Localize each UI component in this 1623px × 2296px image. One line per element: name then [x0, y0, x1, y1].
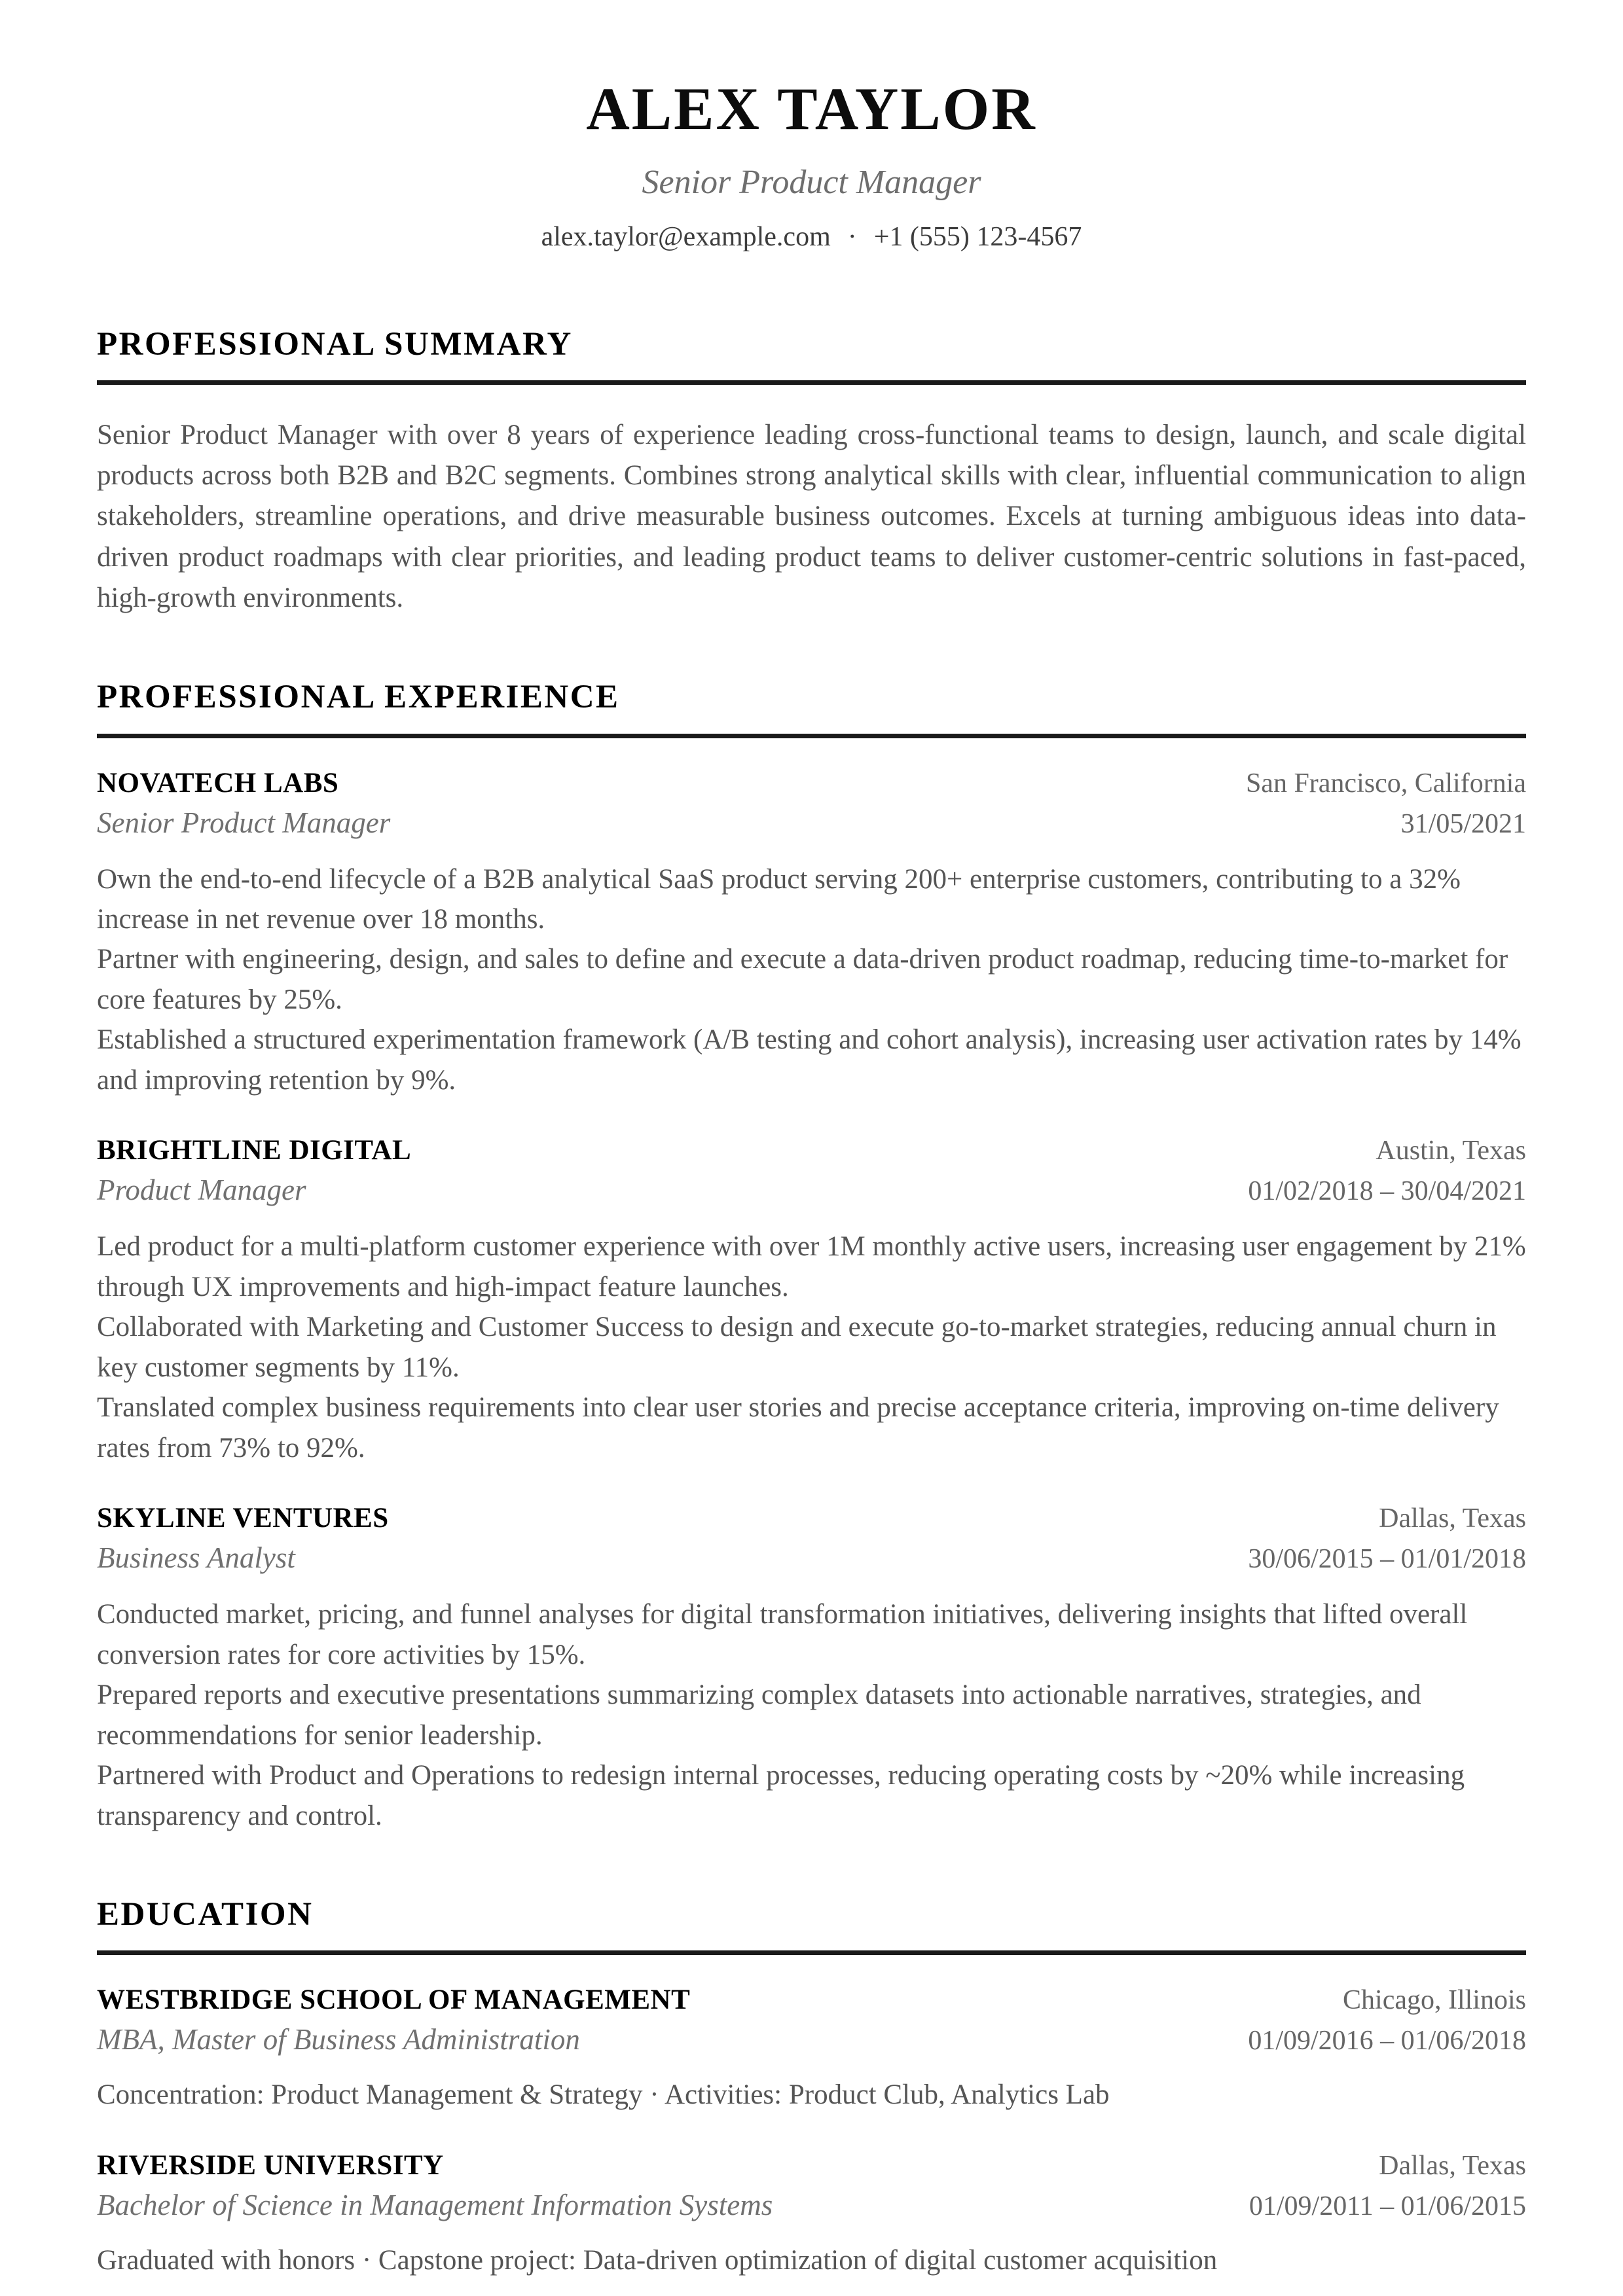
resume-header	[97, 77, 1526, 253]
section-rule	[97, 1950, 1526, 1955]
job-dates: 31/05/2021	[1400, 808, 1526, 839]
school-location: Chicago, Illinois	[1343, 1985, 1526, 2016]
summary-paragraph: Senior Product Manager with over 8 years of experience leading cross-functional teams to design, launch, and scale digital products across both B2B and B2C segments. Combines strong analytical skills with clear, influential communication to align stakeholders, streamline operations, and drive measurable business outcomes. Excels at turning ambiguous ideas into data-driven product roadmaps with clear priorities, and leading product teams to deliver customer-centric solutions in fast-paced, high-growth environments.	[97, 419, 1526, 614]
section-rule	[97, 734, 1526, 738]
degree-title: MBA, Master of Business Administration	[97, 2023, 580, 2056]
school-name: RIVERSIDE UNIVERSITY	[97, 2149, 444, 2181]
job-title: Business Analyst	[97, 1541, 295, 1575]
school-name: WESTBRIDGE SCHOOL OF MANAGEMENT	[97, 1984, 691, 2016]
achievement-paragraph: Established a structured experimentation framework (A/B testing and cohort analysis), increasing user activation rates by 14% and improving retention by 9%.	[97, 1024, 1522, 1096]
school-entry	[97, 2149, 1526, 2280]
school-degree-row	[97, 2188, 1526, 2222]
job-location: Austin, Texas	[1376, 1136, 1526, 1166]
job-dates: 01/02/2018 – 30/04/2021	[1248, 1176, 1526, 1207]
summary-heading: PROFESSIONAL SUMMARY	[97, 325, 573, 363]
achievement-paragraph: Partnered with Product and Operations to redesign internal processes, reducing operating costs by ~20% while increasing transparency and control.	[97, 1760, 1465, 1831]
job-header-row	[97, 1502, 1526, 1534]
school-degree-row	[97, 2022, 1526, 2056]
achievement-paragraph: Own the end-to-end lifecycle of a B2B analytical SaaS product serving 200+ enterprise customers, contributing to a 32% increase in net revenue over 18 months.	[97, 863, 1461, 935]
job-entry	[97, 1134, 1526, 1468]
contact-line	[97, 221, 1526, 253]
degree-title: Bachelor of Science in Management Information Systems	[97, 2188, 773, 2221]
phone-text: +1 (555) 123-4567	[873, 221, 1082, 252]
section-professional-summary	[97, 326, 1526, 619]
job-title-row	[97, 1173, 1526, 1207]
job-header-row	[97, 767, 1526, 799]
achievement-paragraph: Prepared reports and executive presentations summarizing complex datasets into actionable narratives, strategies, and recommendations for senior leadership.	[97, 1679, 1421, 1751]
email-text: alex.taylor@example.com	[541, 221, 831, 252]
job-achievements	[97, 1594, 1526, 1836]
job-title: Senior Product Manager	[97, 806, 391, 839]
education-heading: EDUCATION	[97, 1896, 314, 1933]
job-achievements	[97, 859, 1526, 1101]
section-education	[97, 1896, 1526, 2280]
education-detail: Graduated with honors · Capstone project: Data-driven optimization of digital customer acquisition	[97, 2244, 1218, 2276]
company-name: NOVATECH LABS	[97, 767, 339, 798]
achievement-paragraph: Partner with engineering, design, and sales to define and execute a data-driven product roadmap, reducing time-to-market for core features by 25%.	[97, 944, 1508, 1015]
company-name: BRIGHTLINE DIGITAL	[97, 1135, 412, 1166]
education-detail: Concentration: Product Management & Strategy · Activities: Product Club, Analytics Lab	[97, 2079, 1110, 2111]
experience-heading: PROFESSIONAL EXPERIENCE	[97, 679, 620, 716]
company-name: SKYLINE VENTURES	[97, 1503, 389, 1534]
school-dates: 01/09/2011 – 01/06/2015	[1249, 2191, 1526, 2221]
job-entry	[97, 1502, 1526, 1836]
school-header-row	[97, 1984, 1526, 2016]
achievement-paragraph: Conducted market, pricing, and funnel analyses for digital transformation initiatives, delivering insights that lifted overall conversion rates for core activities by 15%.	[97, 1599, 1468, 1670]
section-rule	[97, 380, 1526, 385]
school-location: Dallas, Texas	[1379, 2150, 1526, 2181]
job-location: San Francisco, California	[1245, 768, 1526, 798]
achievement-paragraph: Led product for a multi-platform customer experience with over 1M monthly active users, increasing user engagement by 21% through UX improvements and high-impact feature launches.	[97, 1231, 1526, 1302]
job-dates: 30/06/2015 – 01/01/2018	[1248, 1544, 1526, 1575]
job-header-row	[97, 1134, 1526, 1166]
school-entry	[97, 1984, 1526, 2115]
section-professional-experience	[97, 679, 1526, 1836]
job-title: Product Manager	[97, 1174, 306, 1207]
candidate-name: ALEX TAYLOR	[586, 75, 1037, 142]
candidate-title: Senior Product Manager	[642, 163, 981, 201]
school-dates: 01/09/2016 – 01/06/2018	[1248, 2026, 1526, 2056]
job-title-row	[97, 806, 1526, 840]
job-title-row	[97, 1541, 1526, 1575]
job-entry	[97, 767, 1526, 1101]
achievement-paragraph: Translated complex business requirements into clear user stories and precise acceptance criteria, improving on-time delivery rates from 73% to 92%.	[97, 1392, 1499, 1463]
job-location: Dallas, Texas	[1379, 1503, 1526, 1534]
separator-dot: ·	[847, 221, 857, 252]
achievement-paragraph: Collaborated with Marketing and Customer Success to design and execute go-to-market strategies, reducing annual churn in key customer segments by 11%.	[97, 1312, 1497, 1383]
school-header-row	[97, 2149, 1526, 2181]
job-achievements	[97, 1227, 1526, 1468]
